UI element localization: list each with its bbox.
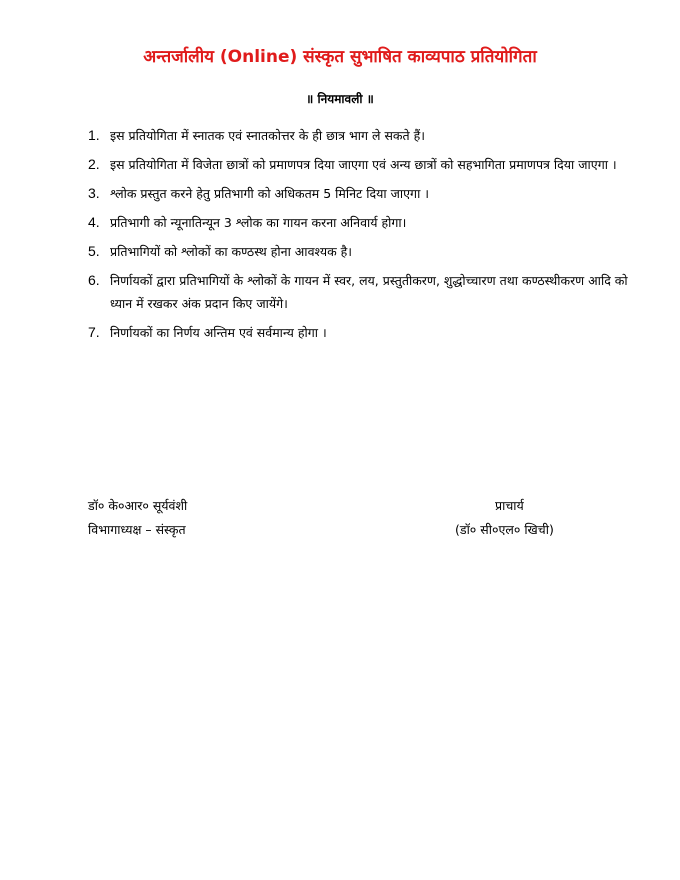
rule-text: प्रतिभागी को न्यूनातिन्यून 3 श्लोक का गायन करना अनिवार्य होगा। bbox=[110, 215, 407, 230]
rule-text: निर्णायकों का निर्णय अन्तिम एवं सर्वमान्य होगा । bbox=[110, 325, 327, 340]
rules-list bbox=[88, 124, 648, 350]
rule-number: 2. bbox=[88, 156, 100, 172]
signatory-designation: विभागाध्यक्ष – संस्कृत bbox=[88, 522, 186, 537]
rule-text: इस प्रतियोगिता में विजेता छात्रों को प्रमाणपत्र दिया जाएगा एवं अन्य छात्रों को सहभागिता प्रमाणपत्र दिया जाएगा । bbox=[110, 157, 617, 172]
rule-item bbox=[88, 240, 648, 263]
rule-text: निर्णायकों द्वारा प्रतिभागियों के श्लोकों के गायन में स्वर, लय, प्रस्तुतीकरण, शुद्धोच्चारण तथा कण्ठस्थीकरण आदि को ध्यान में रखकर अंक प्रदान किए जायेंगे। bbox=[110, 273, 628, 311]
rule-number: 3. bbox=[88, 185, 100, 201]
signatory-name: डॉ० के०आर० सूर्यवंशी bbox=[88, 498, 188, 513]
rule-number: 4. bbox=[88, 214, 100, 230]
rule-number: 7. bbox=[88, 324, 100, 340]
rule-item bbox=[88, 321, 648, 344]
rule-number: 6. bbox=[88, 272, 100, 288]
rule-text: प्रतिभागियों को श्लोकों का कण्ठस्थ होना आवश्यक है। bbox=[110, 244, 353, 259]
rule-number: 1. bbox=[88, 127, 100, 143]
rule-item bbox=[88, 211, 648, 234]
rule-text: इस प्रतियोगिता में स्नातक एवं स्नातकोत्तर के ही छात्र भाग ले सकते हैं। bbox=[110, 128, 426, 143]
document-title: अन्तर्जालीय (Online) संस्कृत सुभाषित काव्यपाठ प्रतियोगिता bbox=[143, 47, 537, 67]
signatory-name: (डॉ० सी०एल० खिची) bbox=[455, 522, 554, 537]
rule-item bbox=[88, 153, 648, 176]
rule-number: 5. bbox=[88, 243, 100, 259]
rule-item bbox=[88, 124, 648, 147]
signatory-designation: प्राचार्य bbox=[495, 498, 524, 513]
rule-text: श्लोक प्रस्तुत करने हेतु प्रतिभागी को अधिकतम 5 मिनिट दिया जाएगा । bbox=[110, 186, 430, 201]
rule-item bbox=[88, 182, 648, 205]
rules-heading: ॥ नियमावली ॥ bbox=[306, 92, 374, 106]
signature-block-principal bbox=[455, 494, 595, 542]
rule-item bbox=[88, 269, 648, 315]
signature-block-hod bbox=[88, 494, 187, 542]
